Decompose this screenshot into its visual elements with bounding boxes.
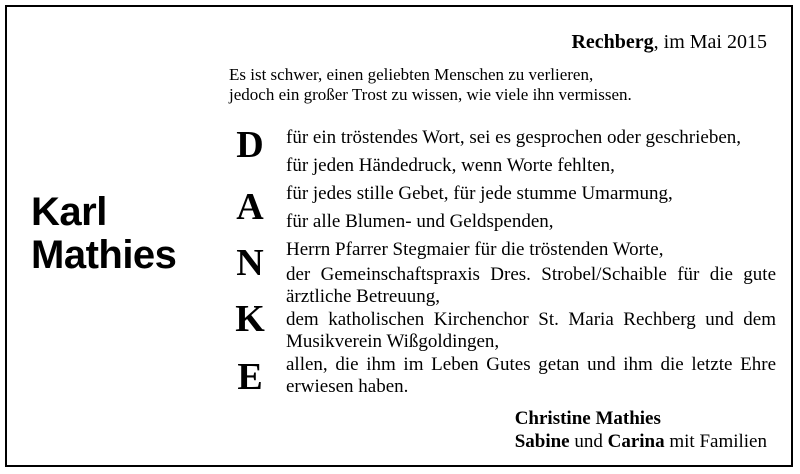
deceased-first-name: Karl: [31, 190, 107, 234]
danke-letter-k: K: [235, 298, 265, 340]
obituary-card: [5, 5, 793, 467]
deceased-last-name: Mathies: [31, 233, 177, 277]
dateline: [571, 31, 767, 54]
quote-line-2: jedoch ein großer Trost zu wissen, wie viele ihn vermissen.: [229, 85, 632, 104]
thanks-line: für ein tröstendes Wort, sei es gesprochen oder geschrieben,: [286, 127, 742, 148]
signature-name-carina: Carina: [607, 431, 665, 452]
thanks-line: für alle Blumen- und Geldspenden,: [286, 211, 554, 232]
danke-letter-n: N: [236, 242, 264, 284]
thanks-line: dem katholischen Kirchenchor St. Maria Rechberg und dem Musikverein Wißgoldingen,: [286, 309, 776, 352]
signature-suffix: mit Familien: [664, 431, 767, 452]
danke-letter-a: A: [236, 186, 264, 228]
danke-letter-d: D: [236, 124, 264, 166]
signature-line-2: [515, 430, 767, 453]
danke-letter-e: E: [237, 356, 263, 398]
thanks-line: für jeden Händedruck, wenn Worte fehlten,: [286, 155, 615, 176]
opening-quote: [229, 65, 632, 105]
signature-name-christine: Christine Mathies: [514, 408, 661, 429]
dateline-place: Rechberg: [571, 31, 654, 53]
thanks-line: Herrn Pfarrer Stegmaier für die tröstenden Worte,: [286, 239, 664, 260]
signature: [515, 407, 767, 453]
deceased-name: [31, 191, 176, 277]
signature-name-sabine: Sabine: [514, 431, 570, 452]
thanks-line: der Gemeinschaftspraxis Dres. Strobel/Schaible für die gute ärztliche Betreuung,: [286, 264, 776, 307]
signature-line-1: [515, 407, 767, 430]
dateline-date: , im Mai 2015: [653, 31, 767, 53]
thanks-line: für jedes stille Gebet, für jede stumme Umarmung,: [286, 183, 673, 204]
thanks-line: allen, die ihm im Leben Gutes getan und ihm die letzte Ehre erwiesen haben.: [286, 354, 776, 397]
quote-line-1: Es ist schwer, einen geliebten Menschen zu verlieren,: [229, 65, 594, 84]
signature-und: und: [569, 431, 608, 452]
